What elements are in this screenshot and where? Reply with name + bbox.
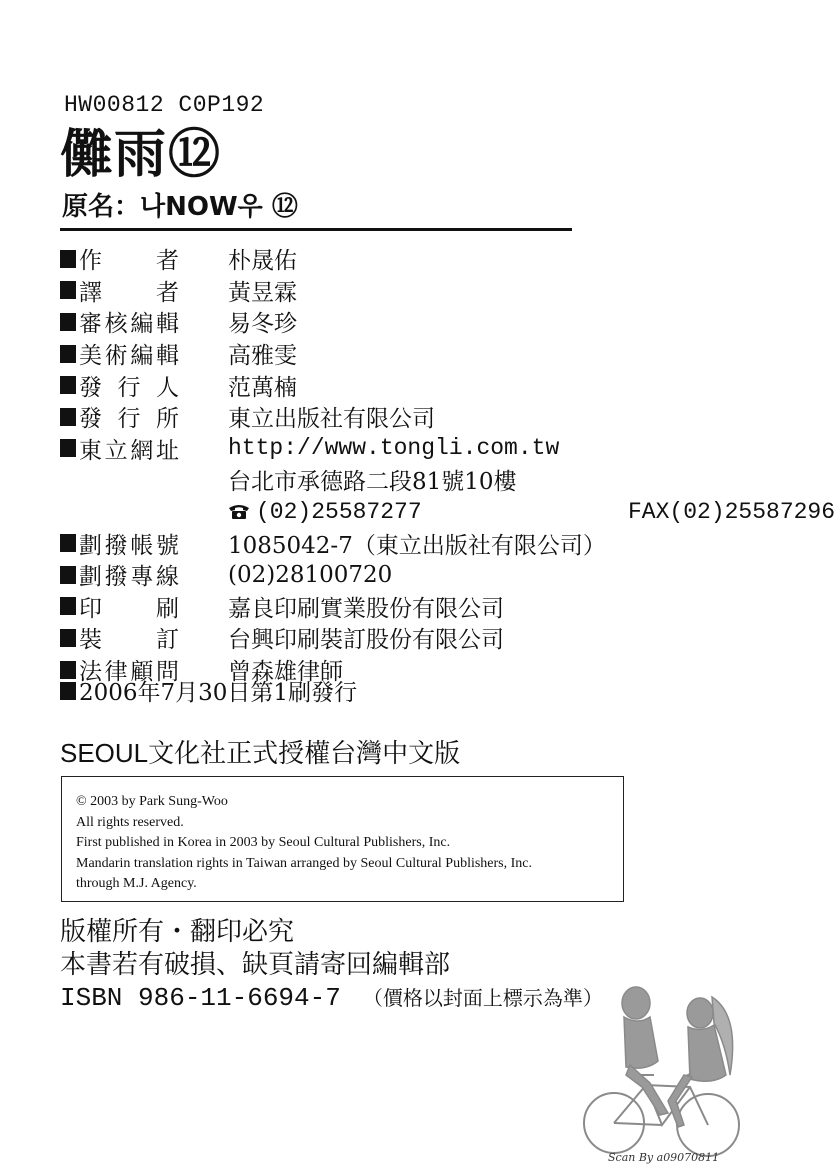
credit-label: 劃撥帳號 [79, 532, 179, 559]
copyright-line: First published in Korea in 2003 by Seoul Cultural Publishers, Inc. [76, 835, 451, 850]
fax-number: FAX(02)25587296 [628, 498, 835, 525]
copyright-box [61, 776, 624, 902]
credit-label: 發行所 [79, 406, 179, 433]
copyright-line: Mandarin translation rights in Taiwan arranged by Seoul Cultural Publishers, Inc. [76, 855, 533, 871]
credit-row-art-editor [60, 338, 700, 370]
bullet-square [60, 250, 76, 268]
credit-value: 朴晟佑 [228, 248, 297, 275]
credit-value: 范萬楠 [228, 374, 297, 401]
credit-label: 劃撥專線 [79, 564, 179, 591]
copyright-line: All rights reserved. [76, 814, 184, 830]
bullet-square [60, 281, 76, 299]
scan-credit: Scan By a09070811 [608, 1151, 720, 1164]
credit-row-printing [60, 591, 700, 623]
bullet-square [60, 682, 76, 700]
bullet-square [60, 313, 76, 331]
credit-label: 美術編輯 [79, 343, 179, 370]
contact-row [60, 496, 835, 528]
credit-value: 東立出版社有限公司 [228, 406, 435, 433]
bullet-square [60, 376, 76, 394]
credit-label: 裝訂 [79, 627, 179, 654]
isbn-row [60, 982, 603, 1015]
credit-row-publishing-house [60, 401, 700, 433]
license-statement: SEOUL文化社正式授權台灣中文版 [60, 738, 461, 768]
credit-row-postal-account [60, 527, 700, 559]
address: 台北市承德路二段81號10樓 [228, 469, 517, 496]
phone-icon [228, 503, 250, 519]
bullet-square [60, 597, 76, 615]
credit-value: 嘉良印刷實業股份有限公司 [228, 595, 504, 622]
credit-label: 印刷 [79, 595, 179, 622]
credit-label: 審核編輯 [79, 311, 179, 338]
credit-row-review-editor [60, 306, 700, 338]
copyright-line: through M.J. Agency. [76, 876, 197, 891]
credit-value: (02)28100720 [228, 561, 393, 588]
address-row [60, 464, 700, 496]
credit-row-binding [60, 622, 700, 654]
bullet-square [60, 534, 76, 552]
phone-line [228, 498, 835, 525]
credit-value: 台興印刷裝訂股份有限公司 [228, 627, 504, 654]
credit-label: 東立網址 [79, 437, 179, 464]
product-codes: HW00812 C0P192 [64, 92, 265, 118]
credit-value: 高雅雯 [228, 343, 297, 370]
credit-label: 發行人 [79, 374, 179, 401]
credit-label: 法律顧問 [79, 659, 179, 686]
release-date-row [60, 674, 357, 707]
isbn: ISBN 986-11-6694-7 [60, 983, 341, 1013]
bullet-square [60, 345, 76, 363]
phone-number: (02)25587277 [256, 498, 422, 525]
credit-row-postal-hotline [60, 559, 700, 591]
credit-row-author [60, 243, 700, 275]
credit-label: 作者 [79, 248, 179, 275]
original-title: 原名：나NOW우 ⑫ [62, 192, 298, 222]
book-title: 儺雨⑫ [60, 124, 223, 185]
title-divider [60, 228, 572, 231]
copyright-line: © 2003 by Park Sung-Woo [76, 794, 228, 809]
credit-value: 黃昱霖 [228, 279, 297, 306]
bullet-square [60, 629, 76, 647]
credit-row-website [60, 433, 700, 465]
price-note: （價格以封面上標示為準） [362, 986, 603, 1010]
rights-reserved: 版權所有・翻印必究 [60, 917, 295, 947]
bullet-square [60, 566, 76, 584]
bullet-square [60, 408, 76, 426]
rights-block [60, 916, 603, 1015]
credit-row-publisher [60, 369, 700, 401]
damage-notice: 本書若有破損、缺頁請寄回編輯部 [60, 950, 451, 980]
credit-value: 1085042-7（東立出版社有限公司） [228, 532, 606, 559]
credit-row-translator [60, 275, 700, 307]
website-url: http://www.tongli.com.tw [228, 435, 560, 462]
credits-list [60, 243, 835, 686]
bicycle-riders-illustration [580, 975, 756, 1165]
credit-value: 曾森雄律師 [228, 659, 343, 686]
credit-value: 易冬珍 [228, 311, 297, 338]
bullet-square [60, 439, 76, 457]
release-date: 2006年7月30日第1刷發行 [79, 680, 358, 706]
credit-label: 譯者 [79, 279, 179, 306]
